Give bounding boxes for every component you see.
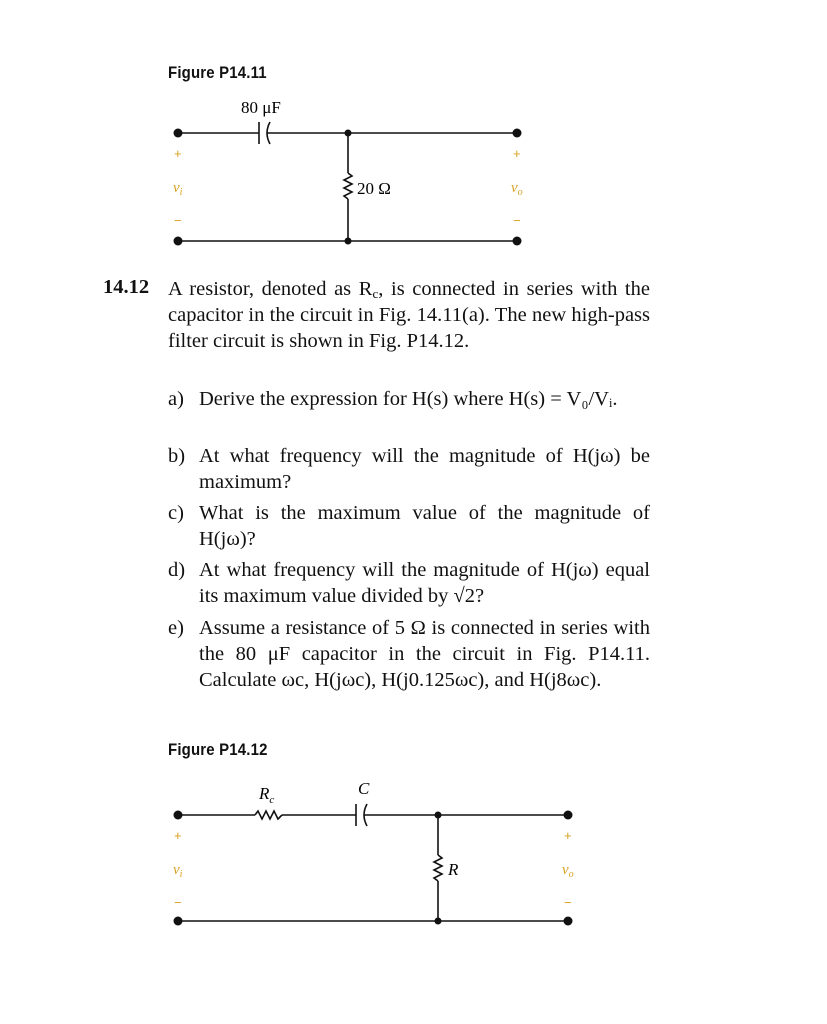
part-text: Assume a resistance of 5 Ω is connected in series with the 80 μF capacitor in the circuit in Fig. P14.11. Calculate ωc, H(jωc), H(j0.125ωc), and H(j8ωc). [199, 617, 650, 691]
output-plus-sign: + [513, 146, 521, 161]
part-b [168, 443, 650, 495]
resistor-rc-zigzag [255, 811, 282, 819]
terminal-node [174, 129, 183, 138]
terminal-node [174, 237, 183, 246]
input-plus-sign: + [174, 828, 182, 843]
part-label: e) [168, 617, 184, 639]
part-label: d) [168, 559, 186, 581]
figure-p14-12-circuit [0, 775, 827, 935]
part-e [168, 615, 650, 693]
part-text: What is the maximum value of the magnitude of H(jω)? [199, 502, 650, 550]
resistor-value: 20 Ω [357, 179, 391, 198]
terminal-node [513, 237, 522, 246]
terminal-node [174, 917, 183, 926]
output-minus-sign: − [513, 213, 521, 228]
capacitor-value: 80 μF [241, 98, 281, 117]
input-minus-sign: − [174, 895, 182, 910]
part-text: At what frequency will the magnitude of H(jω) be maximum? [199, 445, 650, 493]
input-voltage-label: $v_i$ [173, 180, 183, 198]
part-text: At what frequency will the magnitude of H(jω) equal its maximum value divided by √2? [199, 559, 650, 607]
figure-p14-11-label: Figure P14.11 [168, 63, 267, 82]
junction-node [345, 238, 352, 245]
junction-node [435, 918, 442, 925]
terminal-node [513, 129, 522, 138]
junction-node [345, 130, 352, 137]
resistor-zigzag [344, 173, 352, 199]
part-label: a) [168, 388, 184, 410]
terminal-node [564, 917, 573, 926]
terminal-node [174, 811, 183, 820]
figure-p14-12-label: Figure P14.12 [168, 740, 268, 759]
part-a [168, 386, 650, 412]
part-c [168, 500, 650, 552]
part-text: Derive the expression for H(s) where H(s) = V₀/Vᵢ. [199, 388, 618, 410]
input-minus-sign: − [174, 213, 182, 228]
resistor-r-label: R [448, 860, 459, 879]
resistor-rc-label: $R_c$ [259, 784, 275, 806]
output-voltage-label: $v_o$ [562, 862, 574, 880]
terminal-node [564, 811, 573, 820]
resistor-r-zigzag [434, 855, 442, 881]
figure-p14-11-circuit [0, 95, 827, 255]
output-plus-sign: + [564, 828, 572, 843]
output-voltage-label: $v_o$ [511, 180, 523, 198]
problem-number: 14.12 [103, 276, 150, 298]
output-minus-sign: − [564, 895, 572, 910]
part-d [168, 557, 650, 609]
problem-intro: A resistor, denoted as $R_c$, is connected in series with the capacitor in the circuit in Fig. 14.11(a). The new high-pass filter circuit is shown in Fig. P14.12. [168, 278, 650, 352]
junction-node [435, 812, 442, 819]
part-label: c) [168, 502, 184, 524]
capacitor-c-label: C [358, 779, 370, 798]
input-voltage-label: $v_i$ [173, 862, 183, 880]
input-plus-sign: + [174, 146, 182, 161]
part-label: b) [168, 445, 186, 467]
